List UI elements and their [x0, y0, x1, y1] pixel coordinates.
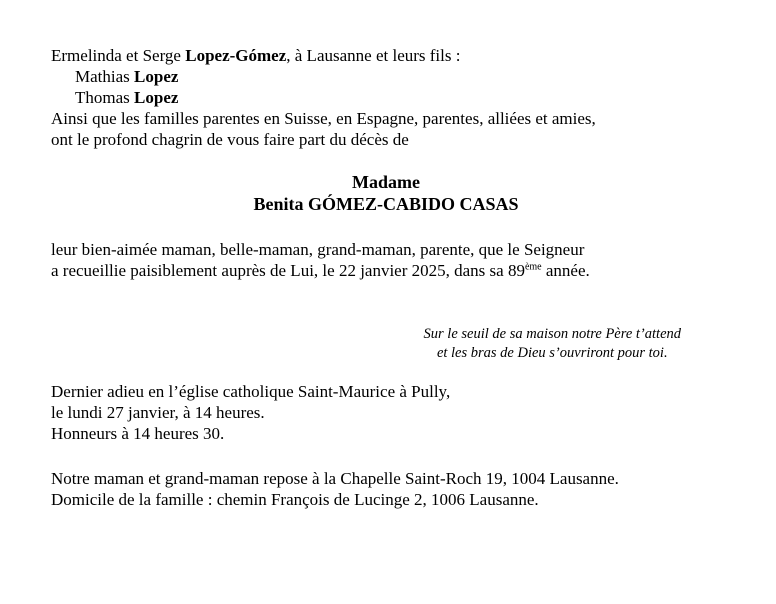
memorial-quote: [424, 325, 681, 363]
quote-line-1: Sur le seuil de sa maison notre Père t’attend: [423, 326, 681, 342]
family-address: Domicile de la famille : chemin François de Lucinge 2, 1006 Lausanne.: [51, 490, 539, 509]
passing-line-2: [51, 260, 721, 281]
passing-line-1: leur bien-aimée maman, belle-maman, grand-maman, parente, que le Seigneur: [51, 240, 585, 259]
deceased-heading: [51, 171, 721, 215]
ceremony-honors: Honneurs à 14 heures 30.: [51, 424, 225, 443]
quote-line-2: et les bras de Dieu s’ouvriront pour toi.: [436, 345, 668, 361]
parents-names: Ermelinda et Serge: [51, 46, 186, 65]
son-last-name: Lopez: [134, 88, 179, 107]
resting-details: [51, 468, 721, 510]
son-line: [51, 87, 721, 108]
family-intro: [51, 45, 721, 150]
ceremony-datetime: le lundi 27 janvier, à 14 heures.: [51, 403, 265, 422]
grief-line: ont le profond chagrin de vous faire part du décès de: [51, 130, 409, 149]
ceremony-place: Dernier adieu en l’église catholique Saint-Maurice à Pully,: [51, 382, 451, 401]
family-surname: Lopez-Gómez: [185, 46, 287, 65]
families-line: Ainsi que les familles parentes en Suisse, en Espagne, parentes, alliées et amies,: [51, 109, 596, 128]
passing-age: année.: [541, 261, 590, 280]
passing-paragraph: [51, 239, 721, 281]
ordinal-suffix: ème: [524, 261, 542, 273]
ceremony-details: [51, 381, 721, 444]
passing-date: a recueillie paisiblement auprès de Lui, le 22 janvier 2025, dans sa 89: [51, 261, 525, 280]
parents-location: , à Lausanne et leurs fils :: [286, 46, 461, 65]
son-first-name: Thomas: [75, 88, 135, 107]
son-line: [51, 66, 721, 87]
resting-place: Notre maman et grand-maman repose à la Chapelle Saint-Roch 19, 1004 Lausanne.: [51, 469, 619, 488]
son-last-name: Lopez: [134, 67, 179, 86]
parents-line: [51, 45, 721, 66]
son-first-name: Mathias: [75, 67, 135, 86]
deceased-title: Madame: [352, 172, 420, 192]
deceased-name: Benita GÓMEZ-CABIDO CASAS: [253, 194, 519, 214]
